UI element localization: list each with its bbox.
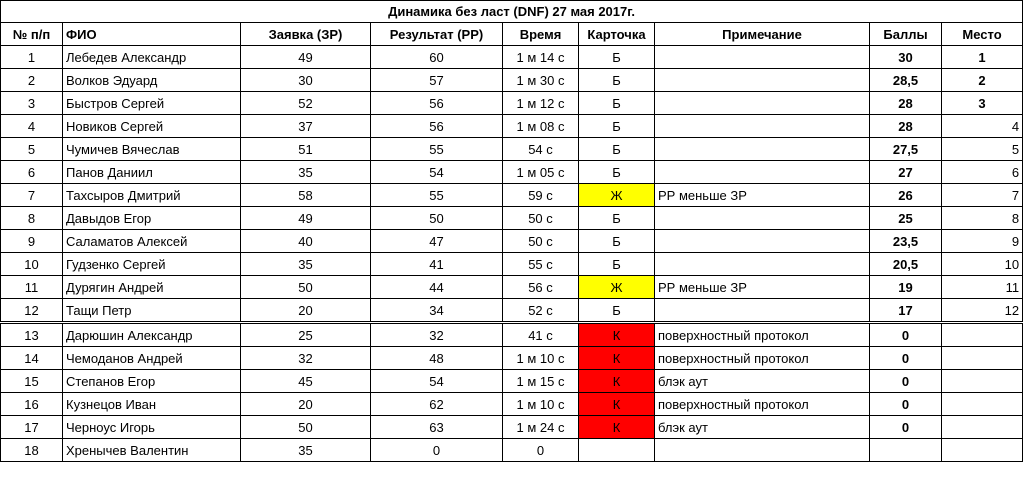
table-row (1, 370, 1023, 393)
cell-number: 12 (1, 299, 63, 323)
cell-points: 0 (870, 416, 942, 439)
cell-note: поверхностный протокол (655, 393, 870, 416)
cell-card: Б (579, 299, 655, 323)
table-row (1, 347, 1023, 370)
cell-note (655, 46, 870, 69)
header-row (1, 23, 1023, 46)
cell-number: 15 (1, 370, 63, 393)
cell-place (942, 416, 1023, 439)
cell-number: 5 (1, 138, 63, 161)
cell-number: 8 (1, 207, 63, 230)
table-row (1, 138, 1023, 161)
cell-time: 50 с (503, 230, 579, 253)
header-place: Место (942, 23, 1023, 46)
header-result: Результат (РР) (371, 23, 503, 46)
cell-declared: 52 (241, 92, 371, 115)
cell-name: Чемоданов Андрей (63, 347, 241, 370)
cell-result: 44 (371, 276, 503, 299)
cell-time: 1 м 10 с (503, 393, 579, 416)
cell-place: 10 (942, 253, 1023, 276)
cell-name: Панов Даниил (63, 161, 241, 184)
cell-number: 16 (1, 393, 63, 416)
cell-time: 1 м 30 с (503, 69, 579, 92)
cell-number: 13 (1, 323, 63, 347)
cell-note (655, 439, 870, 462)
cell-result: 47 (371, 230, 503, 253)
cell-declared: 49 (241, 207, 371, 230)
cell-declared: 40 (241, 230, 371, 253)
cell-result: 34 (371, 299, 503, 323)
cell-result: 0 (371, 439, 503, 462)
cell-place (942, 439, 1023, 462)
cell-declared: 20 (241, 393, 371, 416)
cell-name: Дарюшин Александр (63, 323, 241, 347)
cell-note: блэк аут (655, 416, 870, 439)
cell-note (655, 230, 870, 253)
cell-declared: 32 (241, 347, 371, 370)
cell-points: 23,5 (870, 230, 942, 253)
cell-place: 7 (942, 184, 1023, 207)
header-note: Примечание (655, 23, 870, 46)
cell-result: 54 (371, 370, 503, 393)
cell-result: 56 (371, 115, 503, 138)
cell-declared: 50 (241, 276, 371, 299)
cell-time: 1 м 15 с (503, 370, 579, 393)
cell-note (655, 69, 870, 92)
cell-number: 2 (1, 69, 63, 92)
cell-result: 48 (371, 347, 503, 370)
cell-name: Чумичев Вячеслав (63, 138, 241, 161)
cell-points: 0 (870, 347, 942, 370)
cell-place: 5 (942, 138, 1023, 161)
table-row (1, 439, 1023, 462)
table-row (1, 46, 1023, 69)
cell-note: поверхностный протокол (655, 347, 870, 370)
cell-card: Б (579, 115, 655, 138)
cell-name: Степанов Егор (63, 370, 241, 393)
table-row (1, 276, 1023, 299)
cell-number: 11 (1, 276, 63, 299)
cell-name: Черноус Игорь (63, 416, 241, 439)
cell-declared: 50 (241, 416, 371, 439)
cell-card: Б (579, 161, 655, 184)
cell-points: 28 (870, 115, 942, 138)
cell-declared: 20 (241, 299, 371, 323)
table-row (1, 161, 1023, 184)
cell-result: 41 (371, 253, 503, 276)
cell-time: 1 м 24 с (503, 416, 579, 439)
cell-time: 56 с (503, 276, 579, 299)
header-name: ФИО (63, 23, 241, 46)
cell-number: 3 (1, 92, 63, 115)
cell-declared: 51 (241, 138, 371, 161)
cell-number: 9 (1, 230, 63, 253)
table-row (1, 92, 1023, 115)
table-row (1, 115, 1023, 138)
header-card: Карточка (579, 23, 655, 46)
cell-points: 27,5 (870, 138, 942, 161)
cell-declared: 30 (241, 69, 371, 92)
header-time: Время (503, 23, 579, 46)
header-points: Баллы (870, 23, 942, 46)
cell-time: 54 с (503, 138, 579, 161)
cell-card: Ж (579, 184, 655, 207)
cell-declared: 37 (241, 115, 371, 138)
cell-declared: 35 (241, 161, 371, 184)
cell-place: 3 (942, 92, 1023, 115)
cell-card: Б (579, 69, 655, 92)
cell-result: 57 (371, 69, 503, 92)
cell-note: РР меньше ЗР (655, 184, 870, 207)
cell-card: Б (579, 46, 655, 69)
cell-place (942, 393, 1023, 416)
table-row (1, 416, 1023, 439)
cell-note (655, 253, 870, 276)
cell-time: 52 с (503, 299, 579, 323)
cell-name: Тахсыров Дмитрий (63, 184, 241, 207)
cell-note (655, 299, 870, 323)
cell-points (870, 439, 942, 462)
cell-card: К (579, 393, 655, 416)
table-row (1, 69, 1023, 92)
cell-declared: 25 (241, 323, 371, 347)
cell-result: 54 (371, 161, 503, 184)
cell-name: Кузнецов Иван (63, 393, 241, 416)
cell-result: 55 (371, 138, 503, 161)
cell-declared: 35 (241, 439, 371, 462)
cell-time: 1 м 08 с (503, 115, 579, 138)
cell-points: 26 (870, 184, 942, 207)
cell-note (655, 138, 870, 161)
table-row (1, 393, 1023, 416)
cell-result: 55 (371, 184, 503, 207)
cell-number: 14 (1, 347, 63, 370)
cell-result: 56 (371, 92, 503, 115)
cell-points: 0 (870, 370, 942, 393)
cell-card: К (579, 370, 655, 393)
cell-points: 25 (870, 207, 942, 230)
cell-name: Саламатов Алексей (63, 230, 241, 253)
cell-place (942, 347, 1023, 370)
cell-number: 7 (1, 184, 63, 207)
cell-result: 32 (371, 323, 503, 347)
cell-time: 41 с (503, 323, 579, 347)
title-row (1, 1, 1023, 23)
cell-declared: 35 (241, 253, 371, 276)
cell-place (942, 370, 1023, 393)
cell-result: 63 (371, 416, 503, 439)
cell-name: Дурягин Андрей (63, 276, 241, 299)
cell-points: 0 (870, 323, 942, 347)
cell-place: 4 (942, 115, 1023, 138)
table-row (1, 230, 1023, 253)
cell-time: 1 м 14 с (503, 46, 579, 69)
cell-points: 19 (870, 276, 942, 299)
cell-name: Новиков Сергей (63, 115, 241, 138)
table-row (1, 184, 1023, 207)
cell-result: 60 (371, 46, 503, 69)
cell-points: 27 (870, 161, 942, 184)
cell-card: К (579, 347, 655, 370)
cell-card: Б (579, 253, 655, 276)
cell-note: поверхностный протокол (655, 323, 870, 347)
cell-result: 50 (371, 207, 503, 230)
cell-time: 1 м 05 с (503, 161, 579, 184)
cell-number: 6 (1, 161, 63, 184)
cell-name: Гудзенко Сергей (63, 253, 241, 276)
header-number: № п/п (1, 23, 63, 46)
cell-note (655, 207, 870, 230)
cell-name: Быстров Сергей (63, 92, 241, 115)
cell-number: 10 (1, 253, 63, 276)
cell-points: 0 (870, 393, 942, 416)
cell-points: 20,5 (870, 253, 942, 276)
cell-note (655, 161, 870, 184)
table-row (1, 207, 1023, 230)
cell-place: 6 (942, 161, 1023, 184)
cell-card: Б (579, 92, 655, 115)
cell-place: 12 (942, 299, 1023, 323)
table-row (1, 323, 1023, 347)
table-row (1, 253, 1023, 276)
cell-time: 50 с (503, 207, 579, 230)
cell-card: К (579, 323, 655, 347)
cell-time: 0 (503, 439, 579, 462)
cell-number: 17 (1, 416, 63, 439)
cell-note (655, 115, 870, 138)
cell-points: 28 (870, 92, 942, 115)
cell-place (942, 323, 1023, 347)
cell-result: 62 (371, 393, 503, 416)
cell-number: 4 (1, 115, 63, 138)
cell-card: К (579, 416, 655, 439)
cell-card: Б (579, 138, 655, 161)
cell-name: Лебедев Александр (63, 46, 241, 69)
cell-points: 30 (870, 46, 942, 69)
cell-declared: 58 (241, 184, 371, 207)
cell-place: 11 (942, 276, 1023, 299)
cell-declared: 49 (241, 46, 371, 69)
cell-name: Волков Эдуард (63, 69, 241, 92)
cell-place: 8 (942, 207, 1023, 230)
cell-points: 17 (870, 299, 942, 323)
cell-time: 1 м 12 с (503, 92, 579, 115)
cell-place: 9 (942, 230, 1023, 253)
cell-card: Б (579, 230, 655, 253)
cell-declared: 45 (241, 370, 371, 393)
cell-card: Ж (579, 276, 655, 299)
cell-time: 59 с (503, 184, 579, 207)
cell-place: 1 (942, 46, 1023, 69)
cell-note: РР меньше ЗР (655, 276, 870, 299)
cell-points: 28,5 (870, 69, 942, 92)
cell-note: блэк аут (655, 370, 870, 393)
cell-name: Тащи Петр (63, 299, 241, 323)
cell-number: 1 (1, 46, 63, 69)
cell-card: Б (579, 207, 655, 230)
cell-time: 1 м 10 с (503, 347, 579, 370)
header-declared: Заявка (ЗР) (241, 23, 371, 46)
cell-card (579, 439, 655, 462)
cell-number: 18 (1, 439, 63, 462)
cell-name: Хренычев Валентин (63, 439, 241, 462)
cell-place: 2 (942, 69, 1023, 92)
cell-note (655, 92, 870, 115)
cell-name: Давыдов Егор (63, 207, 241, 230)
cell-time: 55 с (503, 253, 579, 276)
table-row (1, 299, 1023, 323)
table-title: Динамика без ласт (DNF) 27 мая 2017г. (1, 1, 1023, 23)
